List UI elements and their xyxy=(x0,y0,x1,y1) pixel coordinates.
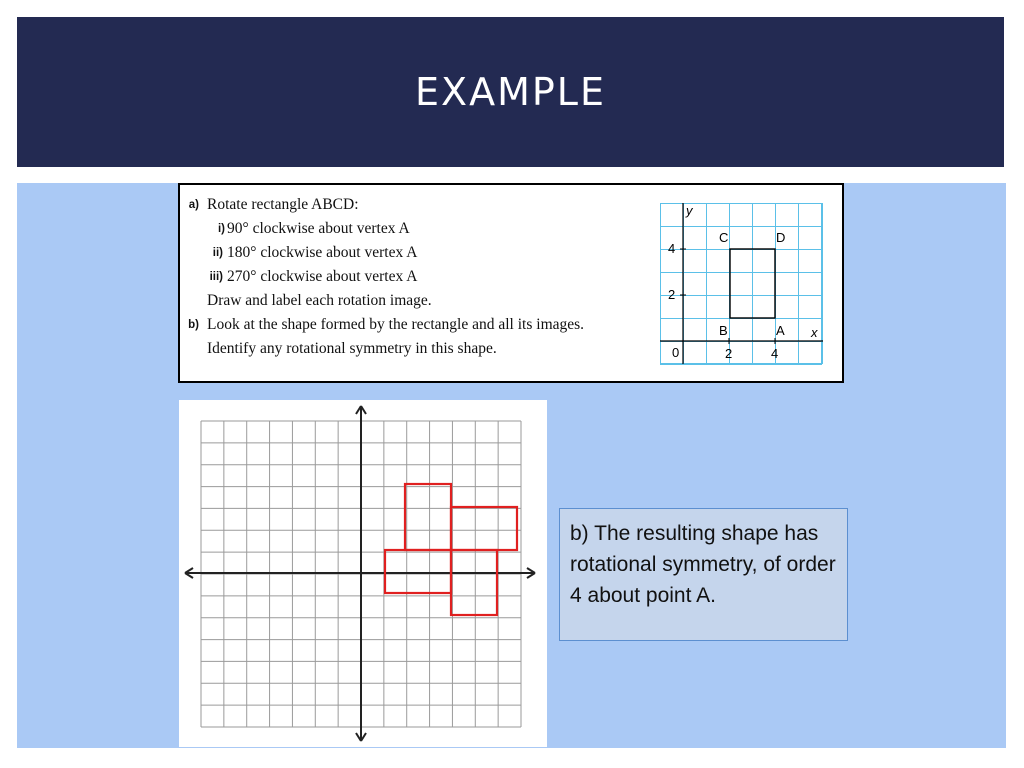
vertex-label-d: D xyxy=(776,230,786,245)
part-a-tag: a) xyxy=(188,199,199,211)
vertex-label-a: A xyxy=(776,323,785,338)
slide-title: EXAMPLE xyxy=(415,70,606,114)
draw-instruction: Draw and label each rotation image. xyxy=(207,292,432,309)
rectangle-rotation-90 xyxy=(451,507,517,550)
answer-box xyxy=(559,508,848,641)
small-coordinate-graph xyxy=(660,201,824,365)
sub-item-tag-3: iii) xyxy=(209,271,223,283)
sub-item-tag-1: i) xyxy=(217,223,225,235)
rectangle-original xyxy=(405,484,451,550)
sub-item-text-2: 180° clockwise about vertex A xyxy=(227,244,418,261)
vertex-label-c: C xyxy=(719,230,729,245)
y-axis-label: y xyxy=(686,203,693,218)
sub-item-tag-2: ii) xyxy=(212,247,223,259)
part-a-text: Rotate rectangle ABCD: xyxy=(207,196,359,213)
problem-box xyxy=(178,183,844,383)
rectangle-rotation-270 xyxy=(385,550,451,593)
rotated-rectangles xyxy=(385,484,517,615)
x-axis-label: x xyxy=(811,325,818,340)
origin-label: 0 xyxy=(672,345,680,360)
answer-text: b) The resulting shape has rotational symmetry, of order 4 about point A. xyxy=(570,522,836,607)
vertex-label-b: B xyxy=(719,323,728,338)
rectangle-rotation-180 xyxy=(451,550,497,615)
sub-item-text-3: 270° clockwise about vertex A xyxy=(227,268,418,285)
x-tick-label-4: 4 xyxy=(771,346,779,361)
title-bar xyxy=(17,17,1004,167)
y-tick-label-4: 4 xyxy=(668,241,676,256)
rotation-grid-image xyxy=(179,400,547,747)
part-b-tag: b) xyxy=(188,319,199,331)
sub-item-text-1: 90° clockwise about vertex A xyxy=(227,220,410,237)
part-b-line-1: Look at the shape formed by the rectangle and all its images. xyxy=(207,316,585,333)
part-b-line-2: Identify any rotational symmetry in this shape. xyxy=(207,340,497,357)
rotation-grid-svg xyxy=(179,400,547,747)
x-tick-label-2: 2 xyxy=(725,346,733,361)
y-tick-label-2: 2 xyxy=(668,287,676,302)
